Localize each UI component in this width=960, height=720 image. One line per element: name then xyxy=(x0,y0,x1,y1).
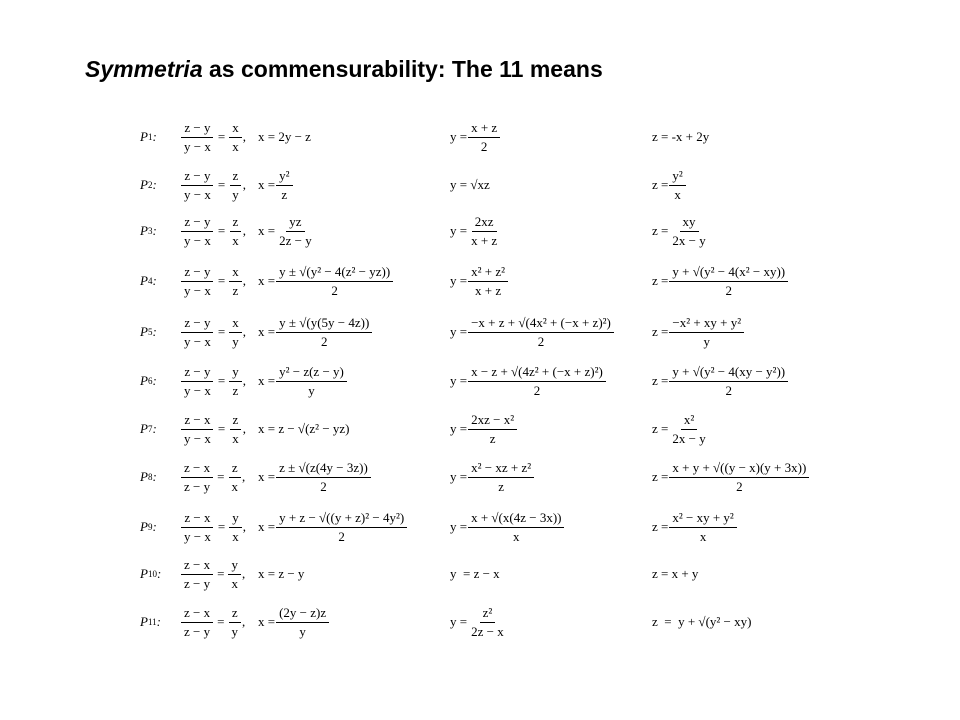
ratio-left-fraction xyxy=(181,264,214,299)
ratio-right-numerator: z xyxy=(230,168,242,186)
ratio-equals: = xyxy=(217,177,226,192)
mean-label-letter: P xyxy=(140,324,148,339)
mean-label xyxy=(140,404,157,454)
ratio-left-numerator: z − x xyxy=(181,460,213,478)
mean-row xyxy=(0,452,960,502)
ratio-comma: , xyxy=(242,519,246,534)
ratio-right-numerator: y xyxy=(228,557,241,575)
ratio-right-denominator: x xyxy=(232,138,239,154)
ratio-left-denominator: y − x xyxy=(184,282,211,298)
defining-ratio xyxy=(180,206,246,256)
solve-for-z xyxy=(652,256,789,306)
solve-for-x xyxy=(258,549,304,599)
solve-for-y xyxy=(450,404,518,454)
mean-label-letter: P xyxy=(140,421,148,436)
defining-ratio xyxy=(180,307,246,357)
ratio-comma: , xyxy=(242,324,246,339)
ratio-right-denominator: x xyxy=(232,232,239,248)
ratio-left-numerator: z − y xyxy=(181,214,213,232)
solve-z-numerator: x² xyxy=(681,412,697,430)
mean-label-index: 2 xyxy=(147,180,153,190)
solve-x-numerator: z ± √(z(4y − 3z)) xyxy=(276,460,371,478)
solve-for-z xyxy=(652,307,745,357)
solve-y-lhs: y = xyxy=(450,421,468,436)
ratio-right-numerator: x xyxy=(229,315,242,333)
ratio-comma: , xyxy=(242,421,246,436)
ratio-right-numerator: z xyxy=(229,460,241,478)
solve-x-numerator: y + z − √((y + z)² − 4y²) xyxy=(276,510,407,528)
ratio-equals: = xyxy=(217,373,226,388)
ratio-right-numerator: z xyxy=(230,412,242,430)
mean-label-index: 11 xyxy=(147,617,157,627)
solve-z-lhs: z = xyxy=(652,519,669,534)
solve-y-numerator: 2xz − x² xyxy=(468,412,517,430)
solve-y-lhs: y = xyxy=(450,129,468,144)
ratio-right-denominator: z xyxy=(232,382,239,398)
ratio-right-fraction xyxy=(229,264,242,299)
solve-y-fraction xyxy=(468,264,508,299)
solve-x-numerator: yz xyxy=(286,214,304,232)
solve-z-fraction xyxy=(669,214,708,249)
ratio-left-fraction xyxy=(181,315,214,350)
solve-z-lhs: z = xyxy=(652,469,669,484)
solve-y-lhs: y = xyxy=(450,324,468,339)
ratio-right-fraction xyxy=(228,460,241,495)
mean-label-letter: P xyxy=(140,223,148,238)
solve-y-lhs: y = xyxy=(450,373,468,388)
solve-for-y xyxy=(450,452,535,502)
solve-z-denominator: y xyxy=(703,333,710,349)
solve-x-numerator: y² − z(z − y) xyxy=(276,364,347,382)
mean-label-colon: : xyxy=(152,324,157,339)
solve-z-lhs: z = xyxy=(652,324,669,339)
solve-x-denominator: 2 xyxy=(338,528,345,544)
solve-y-fraction xyxy=(468,214,500,249)
solve-x-fraction xyxy=(276,460,371,495)
defining-ratio xyxy=(180,404,246,454)
solve-for-z xyxy=(652,549,698,599)
ratio-equals: = xyxy=(217,324,226,339)
ratio-right-denominator: y xyxy=(231,623,238,639)
solve-y-denominator: 2 xyxy=(537,333,545,349)
solve-x-lhs: x = z − y xyxy=(258,566,305,581)
solve-x-lhs: x = xyxy=(258,614,276,629)
solve-y-numerator: x − z + √(4z² + (−x + z)²) xyxy=(468,364,606,382)
solve-for-z xyxy=(652,404,710,454)
solve-z-lhs: z = x + y xyxy=(652,566,699,581)
mean-label xyxy=(140,452,157,502)
defining-ratio xyxy=(180,502,246,552)
ratio-equals: = xyxy=(217,566,225,581)
solve-x-denominator: 2 xyxy=(320,478,327,494)
solve-z-denominator: 2x − y xyxy=(672,232,706,248)
solve-for-z xyxy=(652,356,789,406)
solve-y-numerator: 2xz xyxy=(472,214,497,232)
ratio-equals: = xyxy=(217,469,225,484)
ratio-right-denominator: y xyxy=(232,333,239,349)
mean-label xyxy=(140,256,157,306)
mean-label xyxy=(140,206,157,256)
ratio-right-numerator: x xyxy=(229,120,242,138)
solve-x-fraction xyxy=(276,315,372,350)
solve-z-numerator: y² xyxy=(669,168,685,186)
ratio-left-denominator: y − x xyxy=(184,333,211,349)
solve-for-z xyxy=(652,206,710,256)
solve-z-denominator: 2x − y xyxy=(672,430,706,446)
solve-for-y xyxy=(450,256,509,306)
mean-label-letter: P xyxy=(140,373,148,388)
solve-z-fraction xyxy=(669,168,685,203)
ratio-comma: , xyxy=(242,373,246,388)
solve-z-lhs: z = xyxy=(652,373,669,388)
solve-z-lhs: z = xyxy=(652,421,669,436)
mean-label-colon: : xyxy=(152,273,157,288)
solve-y-denominator: x + z xyxy=(471,232,498,248)
solve-y-fraction xyxy=(468,364,606,399)
solve-x-fraction xyxy=(276,214,315,249)
solve-x-denominator: 2z − y xyxy=(279,232,312,248)
ratio-left-denominator: z − y xyxy=(184,478,211,494)
solve-z-fraction xyxy=(669,510,736,545)
solve-for-y xyxy=(450,160,490,210)
ratio-right-fraction xyxy=(229,412,242,447)
solve-y-lhs: y = xyxy=(450,469,468,484)
solve-x-lhs: x = xyxy=(258,519,276,534)
solve-x-lhs: x = xyxy=(258,469,276,484)
solve-y-denominator: 2 xyxy=(480,138,488,154)
solve-for-x xyxy=(258,206,316,256)
ratio-left-fraction xyxy=(181,605,213,640)
solve-y-numerator: x² + z² xyxy=(468,264,508,282)
mean-label-letter: P xyxy=(140,614,148,629)
solve-z-lhs: z = xyxy=(652,273,669,288)
solve-y-lhs: y = √xz xyxy=(450,177,490,192)
solve-y-denominator: 2z − x xyxy=(471,623,504,639)
solve-x-lhs: x = xyxy=(258,177,276,192)
solve-z-lhs: z = -x + 2y xyxy=(652,129,710,144)
solve-y-fraction xyxy=(468,412,517,447)
solve-for-y xyxy=(450,206,501,256)
ratio-comma: , xyxy=(242,223,246,238)
ratio-left-numerator: z − x xyxy=(181,557,213,575)
solve-y-numerator: z² xyxy=(480,605,496,623)
ratio-left-denominator: y − x xyxy=(184,138,211,154)
title-rest: as commensurability: The 11 means xyxy=(202,56,603,82)
solve-x-fraction xyxy=(276,510,407,545)
defining-ratio xyxy=(180,112,246,162)
solve-z-fraction xyxy=(669,264,788,299)
mean-label xyxy=(140,112,157,162)
mean-label-index: 6 xyxy=(147,376,153,386)
solve-x-denominator: y xyxy=(299,623,306,639)
solve-x-fraction xyxy=(276,364,347,399)
solve-z-numerator: y + √(y² − 4(xy − y²)) xyxy=(669,364,788,382)
solve-z-denominator: 2 xyxy=(725,382,732,398)
ratio-comma: , xyxy=(242,129,246,144)
ratio-left-denominator: y − x xyxy=(184,382,211,398)
ratio-equals: = xyxy=(217,223,226,238)
solve-y-fraction xyxy=(468,120,500,155)
solve-x-lhs: x = xyxy=(258,373,276,388)
mean-row xyxy=(0,160,960,210)
solve-for-x xyxy=(258,256,394,306)
ratio-right-numerator: z xyxy=(229,605,241,623)
solve-for-z xyxy=(652,452,810,502)
ratio-left-fraction xyxy=(181,557,213,592)
ratio-right-fraction xyxy=(228,605,241,640)
ratio-left-numerator: z − x xyxy=(181,605,213,623)
solve-z-denominator: 2 xyxy=(736,478,743,494)
ratio-left-numerator: z − y xyxy=(181,364,213,382)
mean-label-colon: : xyxy=(152,519,157,534)
solve-for-y xyxy=(450,356,607,406)
ratio-right-denominator: y xyxy=(232,186,239,202)
defining-ratio xyxy=(180,256,246,306)
ratio-right-fraction xyxy=(229,120,242,155)
solve-for-x xyxy=(258,356,348,406)
mean-label-colon: : xyxy=(152,129,157,144)
mean-label xyxy=(140,549,161,599)
ratio-right-fraction xyxy=(229,364,242,399)
ratio-right-numerator: y xyxy=(229,364,242,382)
mean-label-colon: : xyxy=(156,566,162,581)
solve-z-lhs: z = y + √(y² − xy) xyxy=(652,614,752,629)
ratio-left-numerator: z − y xyxy=(181,120,213,138)
mean-label-index: 3 xyxy=(147,226,153,236)
ratio-comma: , xyxy=(242,273,246,288)
ratio-right-fraction xyxy=(229,168,242,203)
ratio-left-fraction xyxy=(181,168,214,203)
mean-label-letter: P xyxy=(140,469,148,484)
solve-y-fraction xyxy=(468,510,564,545)
ratio-right-fraction xyxy=(229,315,242,350)
mean-label-index: 7 xyxy=(147,424,153,434)
solve-z-numerator: x² − xy + y² xyxy=(669,510,736,528)
ratio-left-fraction xyxy=(181,120,214,155)
solve-y-numerator: −x + z + √(4x² + (−x + z)²) xyxy=(468,315,614,333)
ratio-left-denominator: y − x xyxy=(184,528,211,544)
ratio-left-numerator: z − x xyxy=(181,510,213,528)
ratio-equals: = xyxy=(217,273,226,288)
mean-label xyxy=(140,307,157,357)
solve-x-lhs: x = 2y − z xyxy=(258,129,311,144)
mean-label-letter: P xyxy=(140,177,148,192)
ratio-left-fraction xyxy=(181,364,214,399)
ratio-left-numerator: z − y xyxy=(181,264,213,282)
solve-z-fraction xyxy=(669,460,809,495)
solve-y-lhs: y = z − x xyxy=(450,566,500,581)
solve-y-lhs: y = xyxy=(450,223,468,238)
mean-label-colon: : xyxy=(152,223,157,238)
ratio-right-denominator: x xyxy=(231,478,238,494)
ratio-left-denominator: y − x xyxy=(184,430,211,446)
mean-label-index: 4 xyxy=(147,276,153,286)
ratio-left-fraction xyxy=(181,412,214,447)
solve-x-numerator: y ± √(y(5y − 4z)) xyxy=(276,315,372,333)
ratio-left-denominator: z − y xyxy=(184,575,211,591)
solve-z-fraction xyxy=(669,412,708,447)
solve-x-numerator: y² xyxy=(276,168,292,186)
ratio-right-fraction xyxy=(229,214,242,249)
mean-row xyxy=(0,307,960,357)
ratio-equals: = xyxy=(217,519,226,534)
mean-label-index: 8 xyxy=(147,472,153,482)
solve-z-denominator: x xyxy=(699,528,707,544)
ratio-left-numerator: z − y xyxy=(181,315,213,333)
solve-y-lhs: y = xyxy=(450,273,468,288)
mean-label-colon: : xyxy=(156,614,161,629)
solve-x-numerator: y ± √(y² − 4(z² − yz)) xyxy=(276,264,393,282)
ratio-right-fraction xyxy=(228,557,241,592)
ratio-left-fraction xyxy=(181,510,214,545)
solve-for-x xyxy=(258,307,373,357)
solve-for-x xyxy=(258,160,294,210)
solve-y-fraction xyxy=(468,605,507,640)
ratio-right-numerator: z xyxy=(230,214,242,232)
solve-x-denominator: z xyxy=(281,186,288,202)
mean-label-index: 10 xyxy=(147,569,157,579)
mean-label xyxy=(140,160,157,210)
mean-label-letter: P xyxy=(140,566,148,581)
solve-y-numerator: x + √(x(4z − 3x)) xyxy=(468,510,564,528)
solve-x-denominator: 2 xyxy=(320,333,328,349)
solve-for-x xyxy=(258,404,350,454)
defining-ratio xyxy=(180,356,246,406)
mean-label xyxy=(140,597,161,647)
ratio-left-fraction xyxy=(181,214,214,249)
solve-for-z xyxy=(652,160,687,210)
solve-y-fraction xyxy=(468,460,534,495)
mean-label xyxy=(140,356,157,406)
mean-label-index: 9 xyxy=(147,522,153,532)
ratio-right-numerator: y xyxy=(229,510,242,528)
ratio-comma: , xyxy=(241,469,246,484)
solve-y-denominator: x + z xyxy=(474,282,502,298)
solve-for-x xyxy=(258,502,408,552)
title-italic: Symmetria xyxy=(85,56,203,82)
ratio-right-numerator: x xyxy=(229,264,242,282)
solve-for-x xyxy=(258,452,372,502)
mean-label-colon: : xyxy=(152,469,157,484)
solve-x-fraction xyxy=(276,264,393,299)
ratio-left-denominator: y − x xyxy=(184,186,211,202)
solve-for-z xyxy=(652,597,751,647)
solve-y-denominator: z xyxy=(489,430,496,446)
mean-row xyxy=(0,502,960,552)
solve-x-lhs: x = xyxy=(258,223,276,238)
solve-y-denominator: 2 xyxy=(533,382,541,398)
mean-row xyxy=(0,549,960,599)
ratio-left-numerator: z − x xyxy=(181,412,213,430)
solve-for-x xyxy=(258,597,330,647)
defining-ratio xyxy=(180,549,245,599)
solve-for-y xyxy=(450,597,508,647)
solve-y-lhs: y = xyxy=(450,519,468,534)
mean-label-letter: P xyxy=(140,129,148,144)
ratio-left-fraction xyxy=(181,460,213,495)
solve-for-y xyxy=(450,502,565,552)
solve-for-y xyxy=(450,112,501,162)
solve-for-x xyxy=(258,112,311,162)
ratio-right-fraction xyxy=(229,510,242,545)
solve-z-fraction xyxy=(669,315,744,350)
ratio-right-denominator: x xyxy=(232,430,239,446)
solve-z-lhs: z = xyxy=(652,177,669,192)
mean-label-colon: : xyxy=(152,373,157,388)
solve-y-fraction xyxy=(468,315,614,350)
ratio-equals: = xyxy=(217,129,226,144)
mean-label-index: 5 xyxy=(147,327,153,337)
solve-y-denominator: z xyxy=(498,478,504,494)
defining-ratio xyxy=(180,160,246,210)
mean-label-colon: : xyxy=(152,177,157,192)
solve-z-numerator: y + √(y² − 4(x² − xy)) xyxy=(669,264,788,282)
solve-z-numerator: −x² + xy + y² xyxy=(669,315,744,333)
solve-x-fraction xyxy=(276,168,292,203)
solve-x-numerator: (2y − z)z xyxy=(276,605,329,623)
solve-for-z xyxy=(652,112,709,162)
mean-label-letter: P xyxy=(140,273,148,288)
solve-for-z xyxy=(652,502,738,552)
defining-ratio xyxy=(180,597,245,647)
solve-x-denominator: y xyxy=(308,382,315,398)
solve-for-y xyxy=(450,307,615,357)
solve-z-numerator: x + y + √((y − x)(y + 3x)) xyxy=(669,460,809,478)
mean-label-letter: P xyxy=(140,519,148,534)
solve-y-denominator: x xyxy=(513,528,520,544)
mean-label xyxy=(140,502,157,552)
ratio-comma: , xyxy=(241,566,246,581)
defining-ratio xyxy=(180,452,245,502)
solve-y-numerator: x² − xz + z² xyxy=(468,460,534,478)
mean-row xyxy=(0,256,960,306)
mean-row xyxy=(0,356,960,406)
ratio-right-denominator: x xyxy=(231,575,238,591)
solve-z-denominator: 2 xyxy=(725,282,732,298)
ratio-left-denominator: z − y xyxy=(184,623,211,639)
slide-title xyxy=(85,56,603,83)
ratio-comma: , xyxy=(242,177,246,192)
ratio-equals: = xyxy=(217,421,226,436)
solve-z-lhs: z = xyxy=(652,223,669,238)
ratio-right-denominator: z xyxy=(232,282,239,298)
ratio-comma: , xyxy=(241,614,246,629)
solve-z-numerator: xy xyxy=(680,214,699,232)
ratio-left-denominator: y − x xyxy=(184,232,211,248)
mean-label-colon: : xyxy=(152,421,157,436)
ratio-right-denominator: x xyxy=(232,528,239,544)
mean-row xyxy=(0,404,960,454)
solve-x-lhs: x = xyxy=(258,324,276,339)
mean-label-index: 1 xyxy=(147,132,153,142)
solve-x-lhs: x = xyxy=(258,273,276,288)
solve-x-denominator: 2 xyxy=(331,282,338,298)
solve-x-fraction xyxy=(276,605,329,640)
solve-z-fraction xyxy=(669,364,788,399)
solve-y-numerator: x + z xyxy=(468,120,500,138)
ratio-left-numerator: z − y xyxy=(181,168,213,186)
mean-row xyxy=(0,112,960,162)
solve-y-lhs: y = xyxy=(450,614,468,629)
ratio-equals: = xyxy=(217,614,225,629)
mean-row xyxy=(0,206,960,256)
solve-x-lhs: x = z − √(z² − yz) xyxy=(258,421,350,436)
solve-for-y xyxy=(450,549,500,599)
solve-z-denominator: x xyxy=(674,186,681,202)
mean-row xyxy=(0,597,960,647)
